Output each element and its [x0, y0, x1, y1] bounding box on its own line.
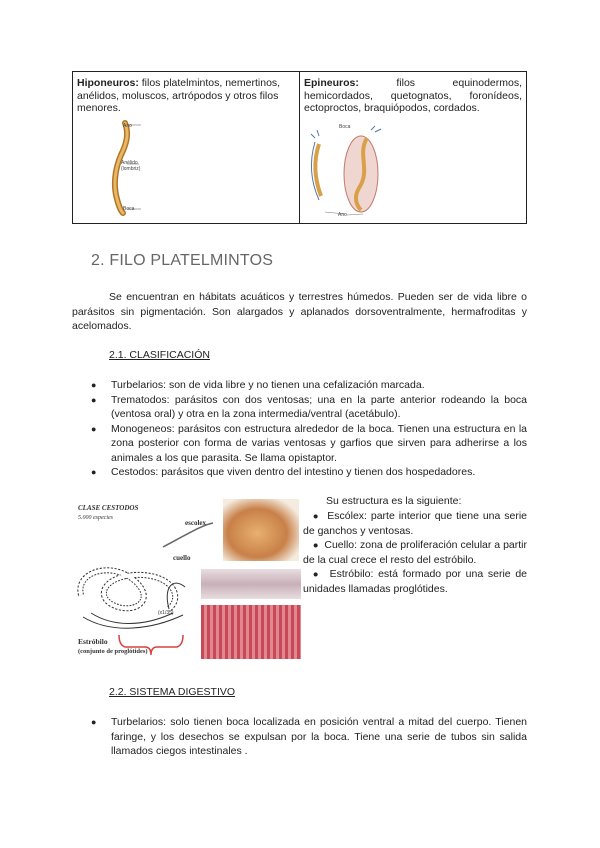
- cestodos-figure: [73, 497, 301, 667]
- escolex-photo: [223, 499, 299, 561]
- list-item: ● Turbelarios: solo tienen boca localizada en posición ventral a mitad del cuerpo. Tienen faringe, y los desechos se expulsan por la boca. Tiene una serie de tubos sin salida llamados ciegos intestinales .: [91, 715, 527, 759]
- escolex-label: escolex: [185, 519, 206, 527]
- epineuro-ano-label: Ano: [338, 212, 347, 218]
- epineuros-text: filos equinodermos, hemicordados, quetognatos, foronídeos, ectoproctos, braquiópodos, cordados.: [304, 77, 522, 114]
- proglotides-photo: [201, 605, 301, 659]
- epineuros-label: Epineuros:: [304, 77, 359, 89]
- annelid-label: Anélido: [121, 160, 138, 166]
- list-item: ● Turbelarios: son de vida libre y no tienen una cefalización marcada.: [91, 378, 527, 393]
- digestivo-list: [91, 715, 527, 759]
- cestodos-species-label: 5.000 especies: [78, 515, 113, 521]
- hiponeuros-label: Hiponeuros:: [77, 77, 139, 89]
- list-item: ● ● Escólex: parte interior que tiene una serie de ganchos y ventosas.: [303, 509, 527, 538]
- list-item-text: Estróbilo: está formado por una serie de unidades llamadas proglótides.: [303, 568, 528, 595]
- annelid-ano-label: Ano: [123, 123, 132, 129]
- table-divider: [299, 72, 300, 223]
- estructura-list: [303, 509, 527, 596]
- annelid-sub-label: (lombriz): [121, 166, 141, 172]
- comparison-table: [72, 71, 527, 224]
- cuello-photo: [201, 569, 301, 599]
- list-item: ● ● Cuello: zona de proliferación celular a partir de la cual crece el resto del estróbilo.: [303, 538, 527, 567]
- conjunto-label: (conjunto de proglótides): [78, 648, 148, 655]
- intro-paragraph: Se encuentran en hábitats acuáticos y terrestres húmedos. Pueden ser de vida libre o parásitos sin pigmentación. Son alargados y aplanados dorsoventralmente, hermafroditas y acelomados.: [72, 291, 527, 332]
- cell-hiponeuros: [77, 77, 295, 115]
- list-item: ● Trematodos: parásitos con dos ventosas; una en la parte anterior rodeando la boca (ventosa oral) y otra en la zona intermedia/ventral (acetábulo).: [91, 393, 527, 422]
- estructura-intro: Su estructura es la siguiente:: [326, 495, 462, 507]
- cestodos-class-label: CLASE CESTODOS: [78, 504, 139, 512]
- digestivo-title: 2.2. SISTEMA DIGESTIVO: [109, 686, 236, 698]
- zoom-label: (x1/35): [158, 610, 174, 616]
- list-item: ● Monogeneos: parásitos con estructura alrededor de la boca. Tienen una estructura en la zona posterior con forma de varias ventosas y garfios que sirven para adherirse a los animales a los que parasita. Se llama opistaptor.: [91, 422, 527, 466]
- list-item-text: Escólex: parte interior que tiene una serie de ganchos y ventosas.: [303, 510, 528, 537]
- list-item: ● Cestodos: parásitos que viven dentro del intestino y tienen dos hospedadores.: [91, 465, 527, 480]
- clasificacion-list: [91, 378, 527, 480]
- hiponeuros-text: filos platelmintos, nemertinos, anélidos, moluscos, artrópodos y otros filos menores.: [77, 77, 281, 114]
- clasificacion-title: 2.1. CLASIFICACIÓN: [109, 349, 210, 361]
- annelid-boca-label: Boca: [123, 206, 135, 212]
- cell-epineuros: [304, 77, 522, 115]
- list-item-text: Cuello: zona de proliferación celular a partir de la cual crece el resto del estróbilo.: [303, 539, 528, 566]
- epineuro-boca-label: Boca: [339, 124, 351, 130]
- epineuro-figure: [305, 122, 385, 220]
- section-title: 2. FILO PLATELMINTOS: [91, 252, 274, 269]
- cuello-label: cuello: [173, 554, 191, 562]
- list-item: ● ● Estróbilo: está formado por una serie de unidades llamadas proglótides.: [303, 567, 527, 596]
- estrobilo-label: Estróbilo: [78, 637, 108, 646]
